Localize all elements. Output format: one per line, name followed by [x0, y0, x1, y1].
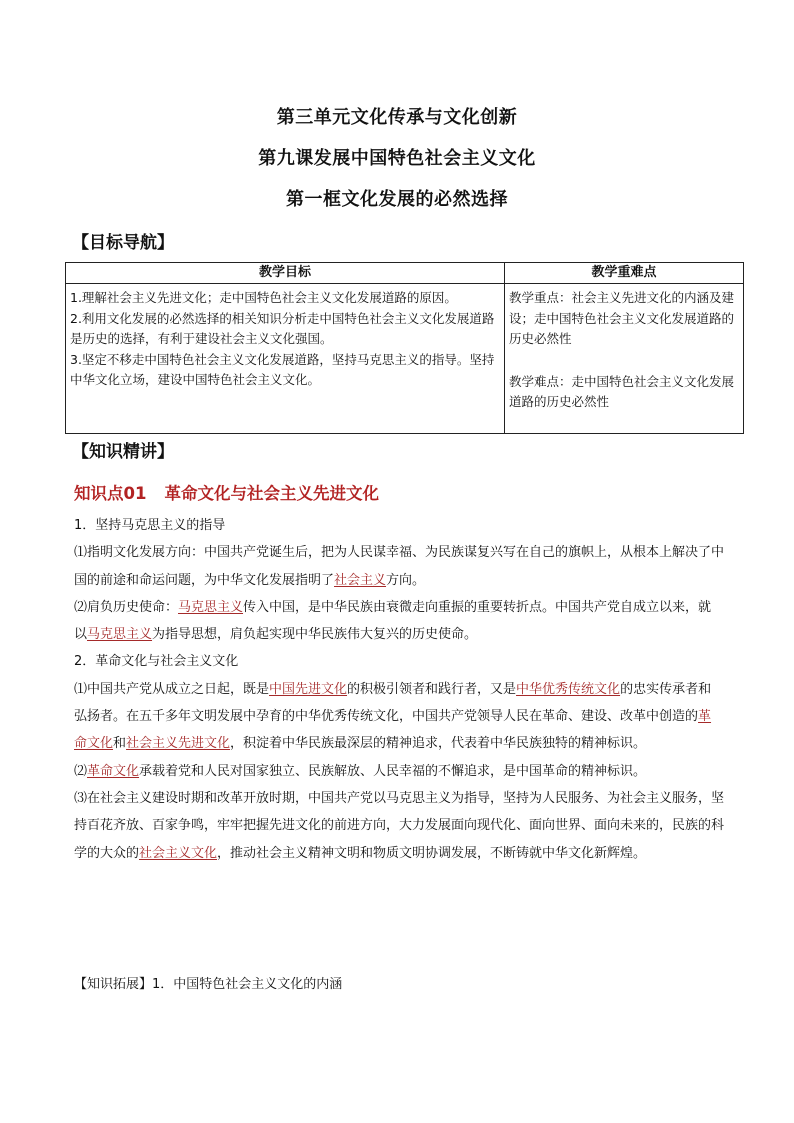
objective-item: 2.利用文化发展的必然选择的相关知识分析走中国特色社会主义文化发展道路是历史的选择，有利于建设社会主义文化强国。: [70, 310, 495, 346]
key-term: 中华优秀传统文化: [516, 681, 621, 697]
knowledge-point-number: 知识点01: [74, 484, 147, 503]
paragraph-text: ⑶在社会主义建设时期和改革开放时期，中国共产党以马克思主义为指导，坚持为人民服务、为社会主义服务，坚持百花齐放、百家争鸣，牢牢把握先进文化的前进方向，大力发展面向现代化、面向世界、面向未来的，民族的科学的大众的: [74, 790, 725, 861]
paragraph-text: ⑴中国共产党从成立之日起，既是: [74, 681, 270, 697]
paragraph-direction: [74, 539, 724, 594]
objective-item: 3.坚定不移走中国特色社会主义文化发展道路，坚持马克思主义的指导。坚持中华文化立场，建设中国特色社会主义文化。: [70, 351, 495, 387]
key-points-cell: [505, 284, 744, 434]
paragraph-culture-1: [74, 676, 724, 758]
key-term: 革命文化: [74, 709, 712, 752]
knowledge-extension: 【知识拓展】1．中国特色社会主义文化的内涵: [74, 977, 343, 992]
paragraph-text: 为指导思想，肩负起实现中华民族伟大复兴的历史使命。: [152, 627, 478, 643]
paragraph-text: 和: [113, 736, 127, 752]
objective-item: 1.理解社会主义先进文化；走中国特色社会主义文化发展道路的原因。: [70, 290, 457, 305]
paragraph-text: 传入中国，是中华民族由衰微走向重振的重要转折点。中国共产党自成立以来，就以: [74, 599, 712, 643]
knowledge-body: [74, 512, 724, 867]
key-term: 社会主义: [334, 572, 387, 588]
table-header-key-points: 教学重难点: [505, 263, 744, 284]
paragraph-text: ⑴指明文化发展方向：中国共产党诞生后，把为人民谋幸福、为民族谋复兴写在自己的旗帜上，从根本上解决了中国的前途和命运问题，为中华文化发展指明了: [74, 545, 725, 588]
key-point-text: 教学重点：社会主义先进文化的内涵及建设；走中国特色社会主义文化发展道路的历史必然性: [509, 290, 735, 346]
subheading-2: 2．革命文化与社会主义文化: [74, 654, 239, 670]
key-term: 社会主义文化: [139, 845, 218, 861]
objectives-cell: [66, 284, 505, 434]
table-row: [66, 284, 744, 434]
paragraph-text: 方向。: [386, 572, 426, 588]
paragraph-text: 承载着党和人民对国家独立、民族解放、人民幸福的不懈追求，是中国革命的精神标识。: [139, 763, 647, 779]
paragraph-mission: [74, 594, 724, 649]
paragraph-culture-2: [74, 758, 724, 785]
key-term: 社会主义先进文化: [126, 736, 231, 752]
paragraph-culture-3: [74, 785, 724, 867]
teaching-goal-table: [65, 262, 744, 434]
paragraph-text: ，积淀着中华民族最深层的精神追求，代表着中华民族独特的精神标识。: [230, 736, 647, 752]
table-header-objectives: 教学目标: [66, 263, 505, 284]
table-header-row: [66, 263, 744, 284]
paragraph-text: ⑵肩负历史使命：: [74, 599, 179, 615]
knowledge-heading: 【知识精讲】: [72, 442, 174, 462]
lesson-title: 第九课发展中国特色社会主义文化: [258, 148, 536, 169]
subheading-1: 1．坚持马克思主义的指导: [74, 518, 226, 533]
key-term: 马克思主义: [87, 627, 153, 643]
knowledge-point-name: 革命文化与社会主义先进文化: [164, 484, 379, 503]
difficult-point-text: 教学难点：走中国特色社会主义文化发展道路的历史必然性: [509, 373, 735, 409]
paragraph-text: ⑵: [74, 763, 88, 779]
paragraph-text: 的忠实传承者和弘扬者。在五千多年文明发展中孕育的中华优秀传统文化，中国共产党领导人民在革命、建设、改革中创造的: [74, 681, 712, 725]
goal-nav-heading: 【目标导航】: [72, 233, 174, 253]
knowledge-point-title: [74, 483, 379, 505]
key-term: 马克思主义: [178, 599, 244, 615]
paragraph-text: 的积极引领者和践行者，又是: [347, 681, 517, 697]
frame-title: 第一框文化发展的必然选择: [286, 189, 508, 210]
paragraph-text: ，推动社会主义精神文明和物质文明协调发展，不断铸就中华文化新辉煌。: [217, 845, 647, 861]
unit-title: 第三单元文化传承与文化创新: [276, 107, 518, 128]
key-term: 中国先进文化: [269, 681, 348, 697]
key-term: 革命文化: [87, 763, 140, 779]
